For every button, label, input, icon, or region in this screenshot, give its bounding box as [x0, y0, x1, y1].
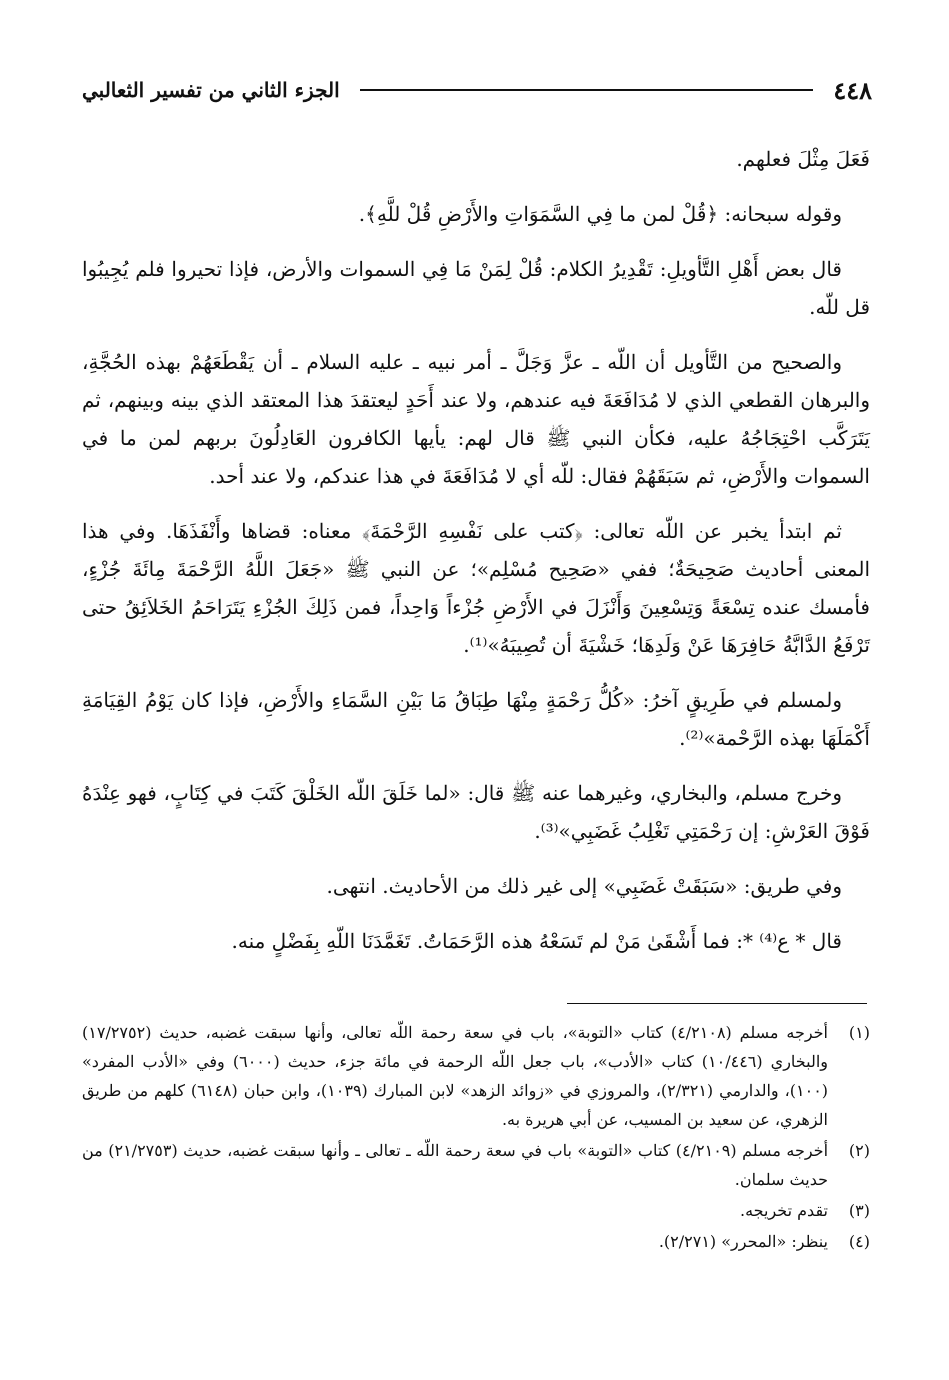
page-number: ٤٤٨	[833, 75, 872, 105]
footnote-text: ينظر: «المحرر» (٢/٢٧١).	[658, 1232, 828, 1251]
footnote	[82, 1227, 870, 1256]
footnote-number: (٣)	[848, 1201, 870, 1220]
footnote-text: أخرجه مسلم (٤/٢١٠٩) كتاب «التوبة» باب في سعة رحمة اللّه ـ تعالى ـ وأنها سبقت غضبه، حديث (٢١/٢٧٥٣) من حديث سلمان.	[82, 1141, 829, 1189]
paragraph: فَعَلَ مِثْلَ فعلهم.	[736, 147, 870, 171]
paragraph: قال بعض أَهْلِ التَّأويلِ: تَقْدِيرُ الكلام: قُلْ لِمَنْ مَا فِي السموات والأرض، فإذا تحيروا فلم يُجِيبُوا قل للّه.	[82, 257, 870, 319]
footnote	[82, 1136, 870, 1194]
paragraph: ثم ابتدأ يخبر عن اللّه تعالى: ﴿كتب على نَفْسِهِ الرَّحْمَةَ﴾ معناه: قضاها وأَنْفَذَهَا. وفي هذا المعنى أحاديث صَحِيحَةٌ؛ ففي «صَحِيح مُسْلِم»؛ عن النبي ﷺ «جَعَلَ اللَّهُ الرَّحْمَةَ مِائَةَ جُزْءٍ، فأمسك عنده تِسْعَةً وَتِسْعِينَ وَأَنْزَلَ في الأَرْضِ جُزْءاً وَاحِداً، فمن ذَلِكَ الجُزْءِ يَتَرَاحَمُ الخَلاَئِقُ حتى تَرْفَعُ الدَّابَّةُ حَافِرَهَا عَنْ وَلَدِهَا؛ خَشْيَةَ أن تُصِيبَهُ»⁽¹⁾.	[82, 519, 870, 657]
footnote	[82, 1018, 870, 1134]
paragraph: والصحيح من التَّأويل أن اللّه ـ عزَّ وَجَلَّ ـ أمر نبيه ـ عليه السلام ـ أن يَقْطَعَهُمْ بهذه الحُجَّةِ، والبرهان القطعي الذي لا مُدَافَعَةَ فيه عندهم، ولا عند أَحَدٍ ليعتقدَ هذا المعتقد الذي بينه وبينهم، ثم يَتَرَكَّب احْتِجَاجُهُ عليه، فكأن النبي ﷺ قال لهم: يأيها الكافرون العَادِلُونَ بربهم لمن ما في السموات والأَرْضِ، ثم سَبَقَهُمْ فقال: للّه أي لا مُدَافَعَةَ في هذا عندكم، ولا عند أحد.	[82, 350, 870, 488]
footnote-number: (١)	[848, 1023, 870, 1042]
footnote-separator	[567, 1003, 867, 1004]
paragraph: قال * ع⁽⁴⁾ *: فما أَشْقَىٰ مَنْ لم تَسَعْهُ هذه الرَّحَمَاتُ. تَغَمَّدَنَا اللّهِ بِفَضْلٍ منه.	[231, 929, 842, 953]
footnote-text: تقدم تخريجه.	[740, 1201, 828, 1220]
footnote-text: أخرجه مسلم (٤/٢١٠٨) كتاب «التوبة»، باب في سعة رحمة اللّه تعالى، وأنها سبقت غضبه، حديث (١٧/٢٧٥٢) والبخاري (١٠/٤٤٦) كتاب «الأدب»، باب جعل اللّه الرحمة في مائة جزء، حديث (٦٠٠٠) وفي «الأدب المفرد» (١٠٠)، والدارمي (٢/٣٢١)، والمروزي في «زوائد الزهد» لابن المبارك (١٠٣٩)، وابن حبان (٦١٤٨) كلهم من طريق الزهري، عن سعيد بن المسيب، عن أبي هريرة به.	[82, 1023, 829, 1129]
paragraph: ولمسلم في طَرِيقٍ آخرُ: «كُلُّ رَحْمَةٍ مِنْهَا طِبَاقُ مَا بَيْنِ السَّمَاءِ والأَرْضِ، فإذا كان يَوْمُ القِيَامَةِ أَكْمَلَهَا بهذه الرَّحْمة»⁽²⁾.	[82, 688, 870, 750]
footnote-number: (٤)	[848, 1232, 870, 1251]
paragraph: وفي طريق: «سَبَقَتْ غَضَبِي» إلى غير ذلك من الأحاديث. انتهى.	[326, 874, 842, 898]
page-header	[82, 70, 872, 110]
footnotes	[82, 1018, 870, 1258]
footnote	[82, 1196, 870, 1225]
footnote-number: (٢)	[848, 1141, 870, 1160]
paragraph: وخرج مسلم، والبخاري، وغيرهما عنه ﷺ قال: «لما خَلَقَ اللّه الخَلْقَ كَتَبَ في كِتَابٍ، فهو عِنْدَهُ فَوْقَ العَرْشِ: إن رَحْمَتِي تَغْلِبُ غَضَبِي»⁽³⁾.	[82, 781, 870, 843]
running-title: الجزء الثاني من تفسير الثعالبي	[82, 78, 340, 102]
paragraph: وقوله سبحانه: ﴿قُلْ لمن ما فِي السَّمَوَاتِ والأَرْضِ قُلْ للَّهِ﴾.	[358, 202, 842, 226]
header-rule	[360, 89, 814, 91]
main-text	[82, 140, 870, 977]
